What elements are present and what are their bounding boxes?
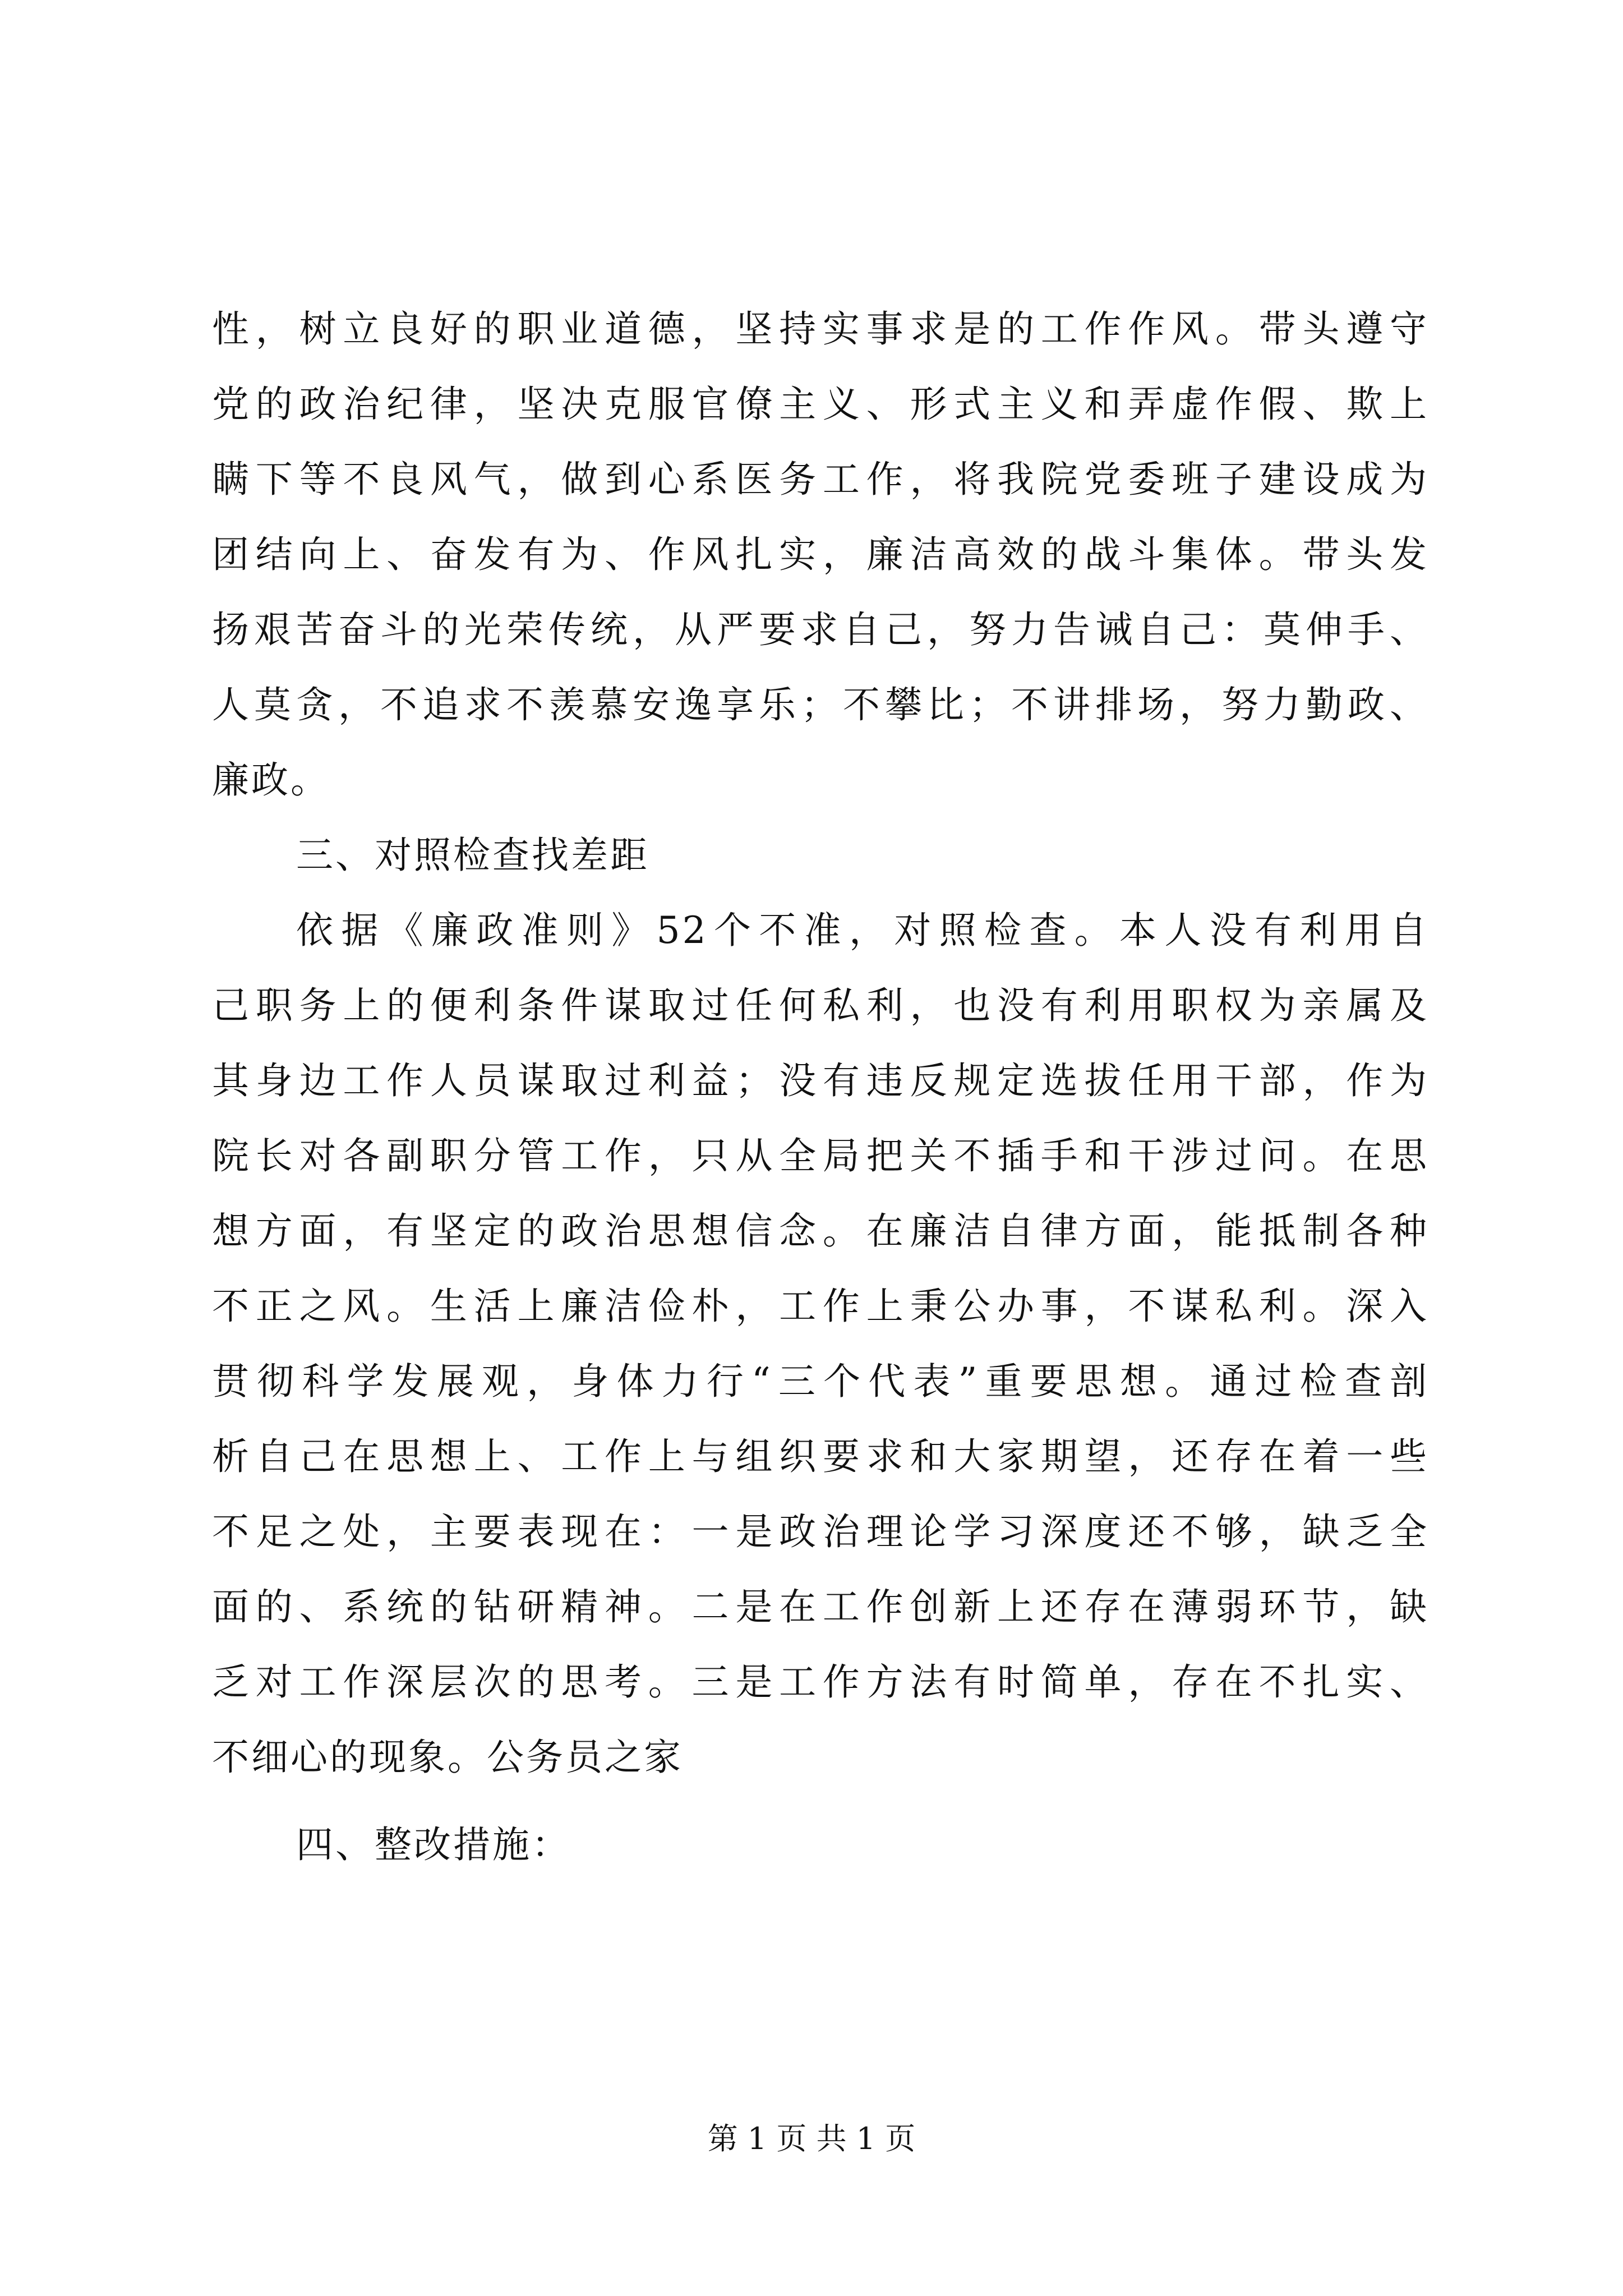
- text-line: 人莫贪，不追求不羡慕安逸享乐；不攀比；不讲排场，努力勤政、: [212, 683, 1429, 726]
- text-line: 想方面，有坚定的政治思想信念。在廉洁自律方面，能抵制各种: [212, 1209, 1429, 1253]
- text-line: 瞒下等不良风气，做到心系医务工作，将我院党委班子建设成为: [212, 458, 1429, 501]
- text-line: 己职务上的便利条件谋取过任何私利，也没有利用职权为亲属及: [212, 984, 1429, 1027]
- text-line: 性，树立良好的职业道德，坚持实事求是的工作作风。带头遵守: [212, 307, 1429, 351]
- page-footer: 第 1 页 共 1 页: [707, 2121, 916, 2156]
- text-line: 面的、系统的钻研精神。二是在工作创新上还存在薄弱环节，缺: [212, 1585, 1429, 1628]
- text-line: 院长对各副职分管工作，只从全局把关不插手和干涉过问。在思: [212, 1134, 1429, 1177]
- text-line: 廉政。: [212, 758, 330, 802]
- text-line: 其身边工作人员谋取过利益；没有违反规定选拔任用干部，作为: [212, 1059, 1429, 1102]
- text-line: 贯彻科学发展观，身体力行“三个代表”重要思想。通过检查剖: [212, 1360, 1429, 1403]
- section-heading-three: [212, 818, 1429, 893]
- section-heading: 四、整改措施：: [296, 1823, 571, 1866]
- text-line: 扬艰苦奋斗的光荣传统，从严要求自己，努力告诫自己：莫伸手、: [212, 608, 1429, 651]
- text-line: 乏对工作深层次的思考。三是工作方法有时简单，存在不扎实、: [212, 1660, 1429, 1704]
- paragraph-continuation: [212, 292, 1429, 818]
- section-heading-four: [212, 1807, 1429, 1883]
- text-line: 依据《廉政准则》52个不准，对照检查。本人没有利用自: [296, 909, 1429, 952]
- paragraph-self-examination: [212, 893, 1429, 1795]
- text-line: 党的政治纪律，坚决克服官僚主义、形式主义和弄虚作假、欺上: [212, 383, 1429, 426]
- section-heading: 三、对照检查找差距: [296, 834, 649, 877]
- text-line: 析自己在思想上、工作上与组织要求和大家期望，还存在着一些: [212, 1435, 1429, 1478]
- text-line: 团结向上、奋发有为、作风扎实，廉洁高效的战斗集体。带头发: [212, 533, 1429, 576]
- document-body: [212, 292, 1429, 1883]
- text-line: 不细心的现象。公务员之家: [212, 1736, 683, 1779]
- text-line: 不足之处，主要表现在：一是政治理论学习深度还不够，缺乏全: [212, 1510, 1429, 1553]
- text-line: 不正之风。生活上廉洁俭朴，工作上秉公办事，不谋私利。深入: [212, 1285, 1429, 1328]
